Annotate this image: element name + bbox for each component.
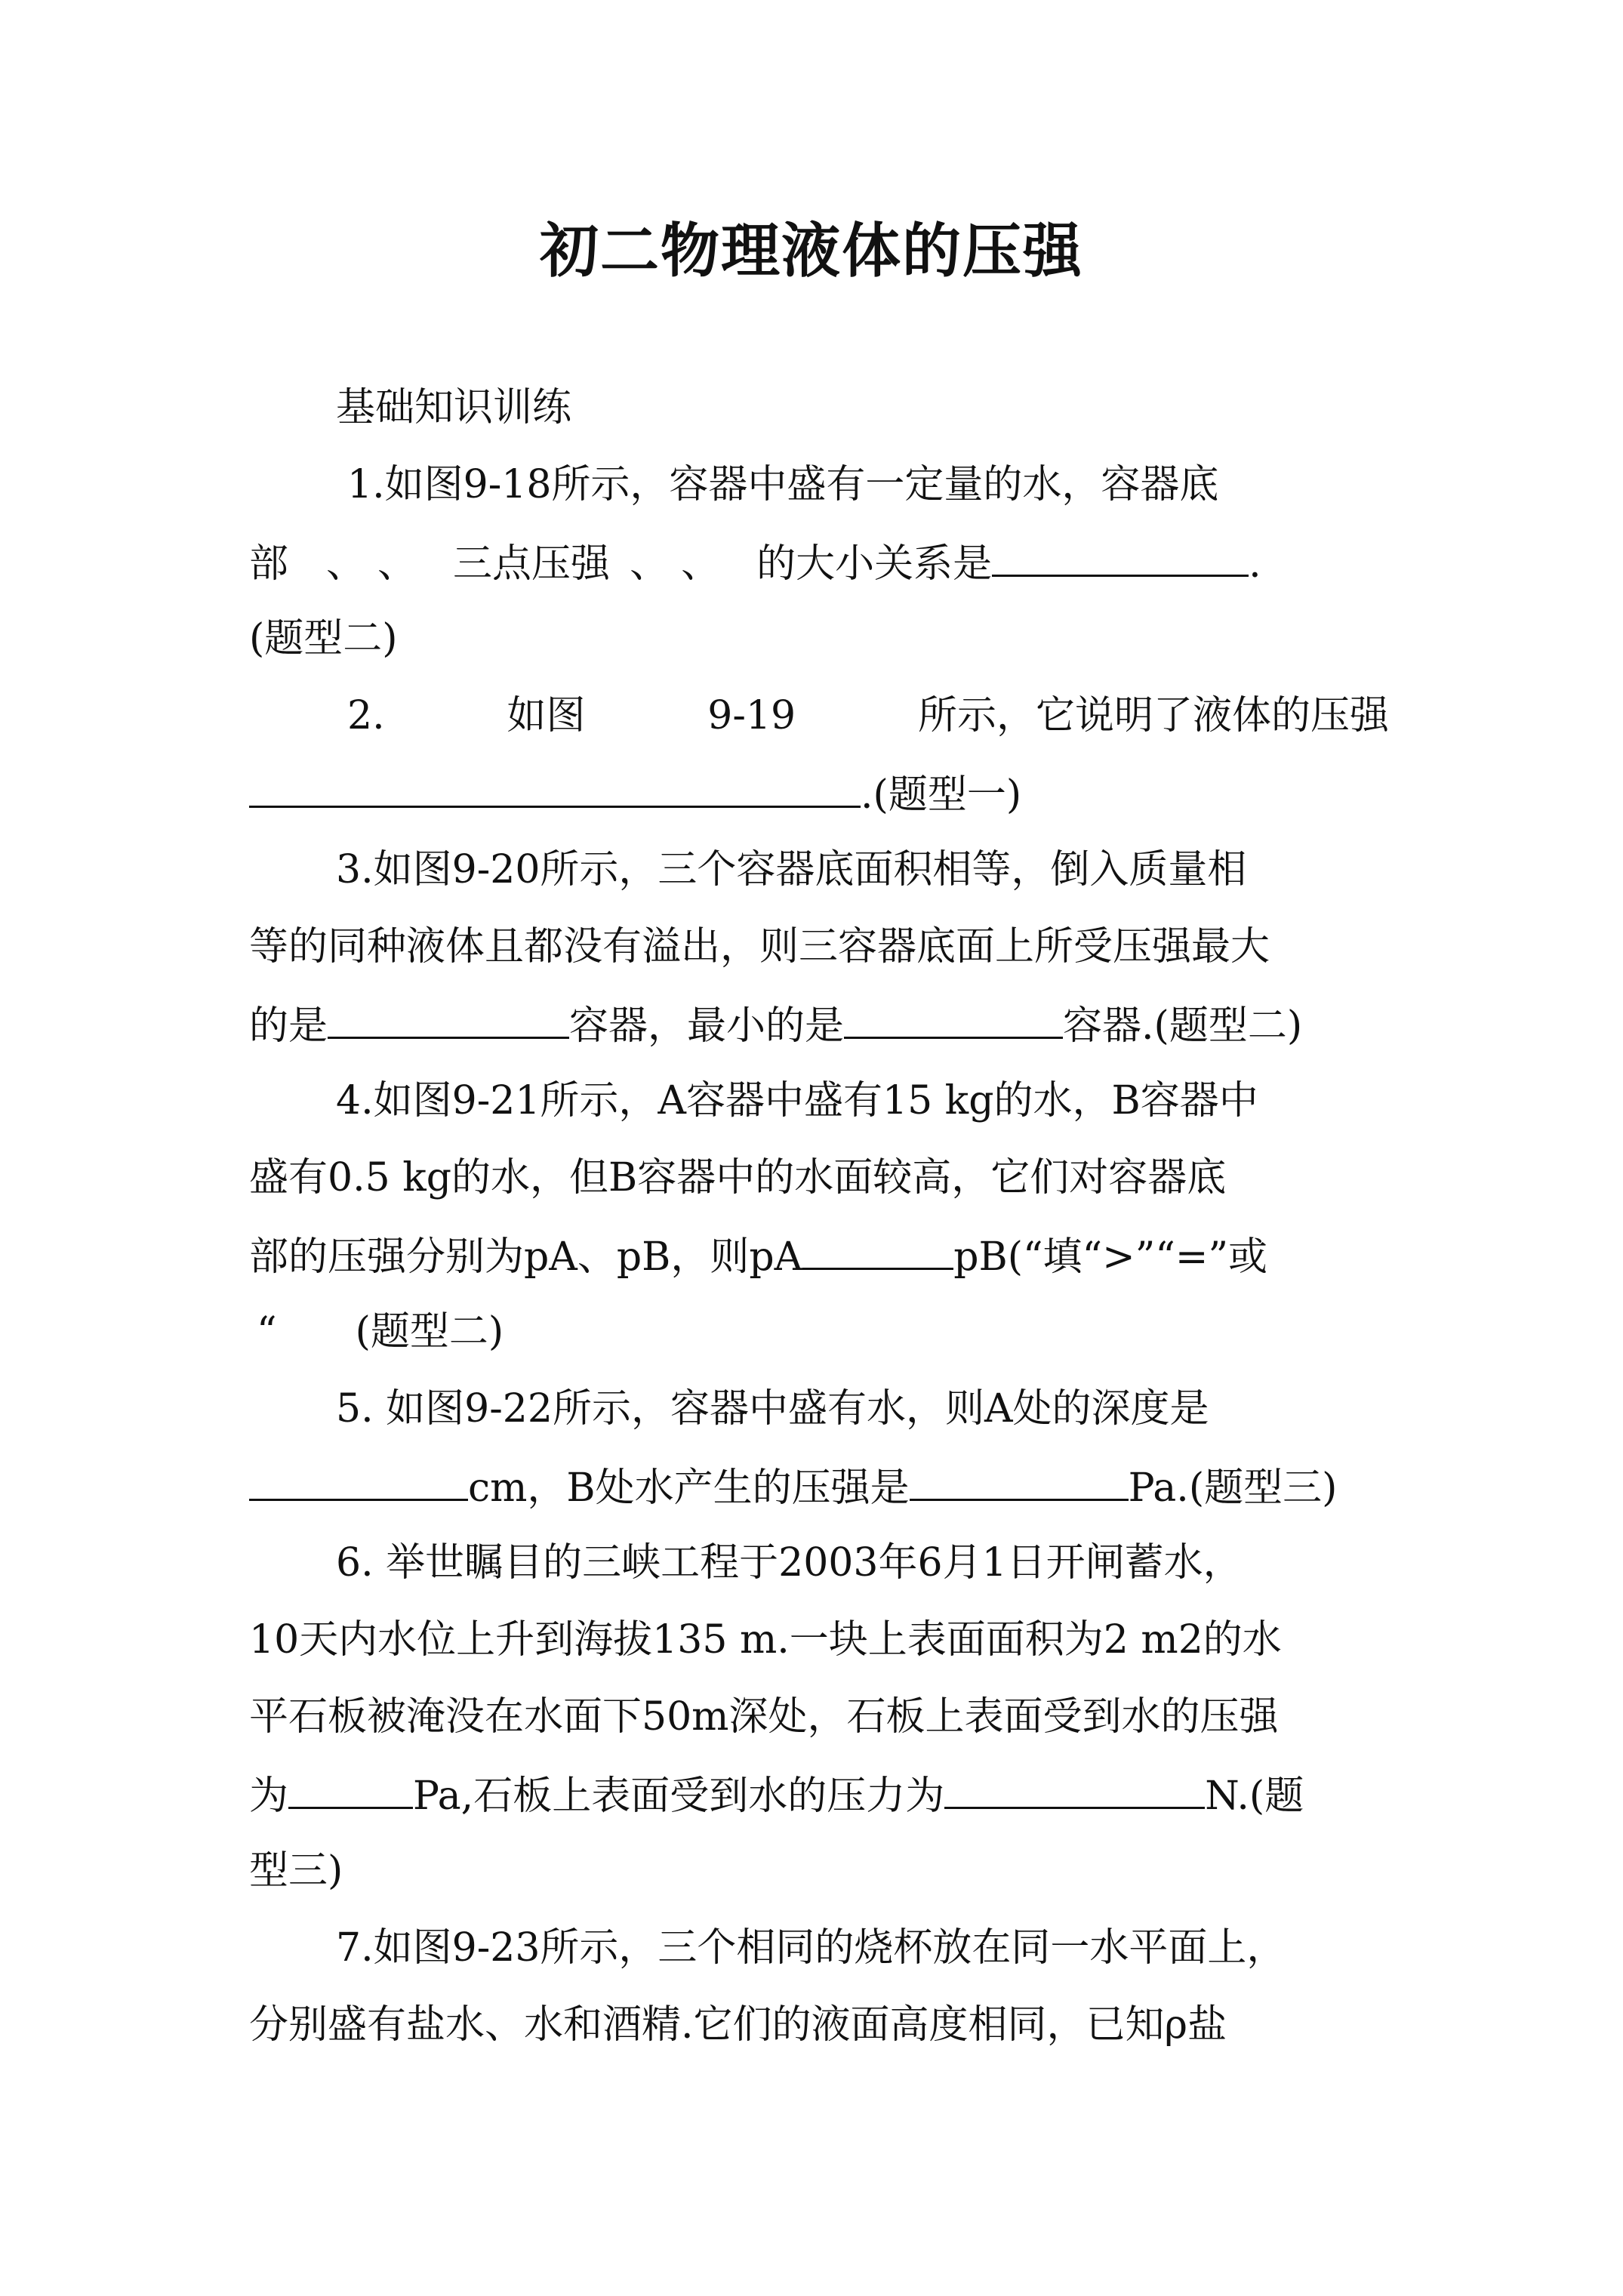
question-3-line-1: 3.如图9-20所示，三个容器底面积相等，倒入质量相 xyxy=(336,847,1247,892)
question-5-line-2: cm，B处水产生的压强是 Pa.(题型三) xyxy=(249,1459,1389,1512)
answer-blank xyxy=(249,766,861,808)
answer-blank xyxy=(944,1767,1205,1809)
question-6-line-5: 型三) xyxy=(249,1848,343,1894)
question-4-line-2: 盛有0.5 kg的水，但B容器中的水面较高，它们对容器底 xyxy=(249,1155,1227,1200)
question-5-line-1: 5. 如图9-22所示，容器中盛有水，则A处的深度是 xyxy=(336,1386,1209,1432)
answer-blank xyxy=(249,1459,468,1501)
document-title: 初二物理液体的压强 xyxy=(539,217,1083,285)
question-4-line-1: 4.如图9-21所示，A容器中盛有15 kg的水，B容器中 xyxy=(336,1078,1258,1123)
question-3-line-3: 的是 容器，最小的是 容器.(题型二) xyxy=(249,997,1389,1050)
answer-blank xyxy=(910,1459,1129,1501)
question-1-line-2: 部 、 、 三点压强 、 、 的大小关系是 . xyxy=(249,535,1389,588)
answer-blank xyxy=(802,1228,953,1270)
question-4-line-4: “ (题型二) xyxy=(257,1309,504,1354)
question-1-line-3: (题型二) xyxy=(249,616,398,661)
section-heading: 基础知识训练 xyxy=(336,385,572,430)
question-4-line-3: 部的压强分别为pA、pB，则pA pB(“填“>”“=”或 xyxy=(249,1228,1389,1281)
question-2-line-1: 2. 如图 9-19 所示，它说明了液体的压强 xyxy=(347,693,1389,738)
question-6-line-2: 10天内水位上升到海拔135 m.一块上表面面积为2 m2的水 xyxy=(249,1617,1282,1663)
question-6-line-3: 平石板被淹没在水面下50m深处，石板上表面受到水的压强 xyxy=(249,1694,1279,1740)
question-6-line-1: 6. 举世瞩目的三峡工程于2003年6月1日开闸蓄水， xyxy=(336,1540,1243,1586)
question-2-line-2: .(题型一) xyxy=(249,766,1389,819)
answer-blank xyxy=(328,997,569,1039)
question-7-line-2: 分别盛有盐水、水和酒精.它们的液面高度相同，已知ρ盐 xyxy=(249,2002,1227,2048)
answer-blank xyxy=(288,1767,413,1809)
question-1-line-1: 1.如图9-18所示，容器中盛有一定量的水，容器底 xyxy=(347,462,1219,507)
question-7-line-1: 7.如图9-23所示，三个相同的烧杯放在同一水平面上， xyxy=(336,1925,1286,1971)
answer-blank xyxy=(992,535,1249,577)
answer-blank xyxy=(844,997,1063,1039)
question-3-line-2: 等的同种液体且都没有溢出，则三容器底面上所受压强最大 xyxy=(249,924,1270,969)
question-6-line-4: 为 Pa,石板上表面受到水的压力为 N.(题 xyxy=(249,1767,1389,1820)
